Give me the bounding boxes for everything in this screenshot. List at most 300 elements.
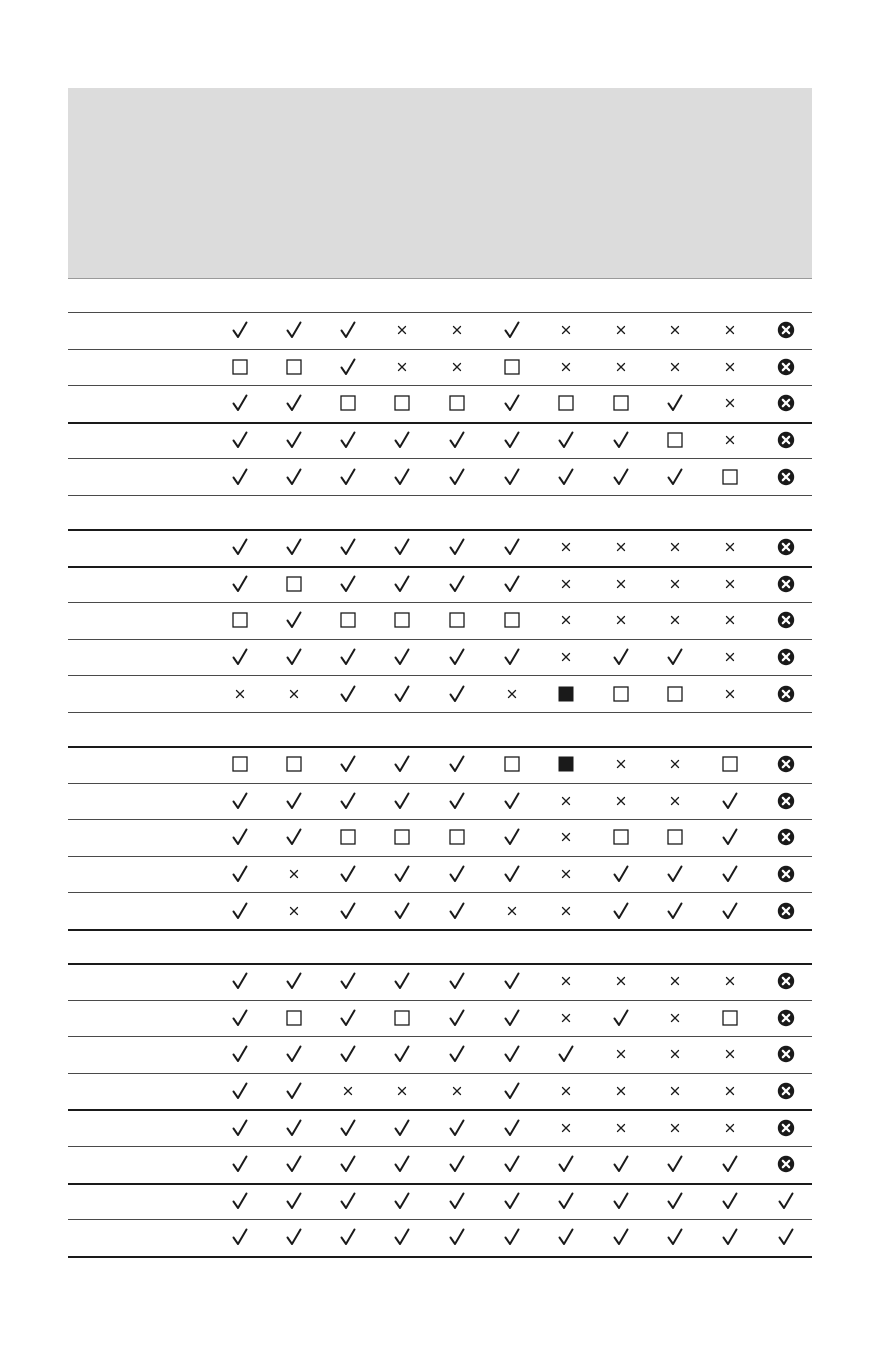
- table-row: [68, 639, 812, 676]
- check-icon: [500, 1225, 524, 1249]
- check-icon: [282, 428, 306, 452]
- circle-x-icon: [774, 391, 798, 415]
- circle-x-icon: [774, 645, 798, 669]
- cross-icon: [390, 1079, 414, 1103]
- table-row: [68, 819, 812, 856]
- circle-x-icon: [774, 355, 798, 379]
- check-icon: [609, 899, 633, 923]
- check-icon: [500, 428, 524, 452]
- cross-icon: [554, 572, 578, 596]
- check-icon: [500, 465, 524, 489]
- cross-icon: [282, 899, 306, 923]
- row-label: [72, 783, 212, 820]
- check-icon: [609, 645, 633, 669]
- cross-icon: [718, 682, 742, 706]
- cross-icon: [554, 1116, 578, 1140]
- check-icon: [500, 391, 524, 415]
- table-header: [68, 88, 812, 279]
- check-icon: [609, 1225, 633, 1249]
- empty-box-icon: [282, 1006, 306, 1030]
- row-label: [72, 1036, 212, 1073]
- check-icon: [445, 789, 469, 813]
- check-icon: [500, 825, 524, 849]
- check-icon: [663, 1152, 687, 1176]
- check-icon: [663, 1189, 687, 1213]
- empty-box-icon: [445, 391, 469, 415]
- row-label: [72, 458, 212, 495]
- empty-box-icon: [282, 355, 306, 379]
- check-icon: [445, 572, 469, 596]
- check-icon: [390, 1116, 414, 1140]
- cross-icon: [554, 355, 578, 379]
- check-icon: [445, 465, 469, 489]
- check-icon: [774, 1225, 798, 1249]
- empty-box-icon: [336, 608, 360, 632]
- table-row: [68, 1219, 812, 1256]
- check-icon: [282, 1189, 306, 1213]
- check-icon: [609, 465, 633, 489]
- cross-icon: [282, 862, 306, 886]
- table-row: [68, 1000, 812, 1037]
- check-icon: [445, 1042, 469, 1066]
- check-icon: [282, 645, 306, 669]
- check-icon: [445, 1116, 469, 1140]
- check-icon: [228, 1189, 252, 1213]
- check-icon: [228, 1116, 252, 1140]
- row-label: [72, 1219, 212, 1256]
- table-row: [68, 385, 812, 422]
- row-label: [72, 529, 212, 566]
- circle-x-icon: [774, 572, 798, 596]
- check-icon: [663, 899, 687, 923]
- check-icon: [554, 1152, 578, 1176]
- cross-icon: [718, 428, 742, 452]
- cross-icon: [554, 789, 578, 813]
- table-row: [68, 458, 812, 495]
- table-row: [68, 349, 812, 386]
- check-icon: [390, 682, 414, 706]
- check-icon: [500, 1189, 524, 1213]
- check-icon: [282, 1079, 306, 1103]
- row-label: [72, 856, 212, 893]
- check-icon: [500, 535, 524, 559]
- circle-x-icon: [774, 825, 798, 849]
- check-icon: [228, 789, 252, 813]
- empty-box-icon: [445, 608, 469, 632]
- cross-icon: [718, 572, 742, 596]
- table-row: [68, 1146, 812, 1183]
- empty-box-icon: [609, 391, 633, 415]
- check-icon: [282, 1152, 306, 1176]
- check-icon: [500, 318, 524, 342]
- cross-icon: [554, 899, 578, 923]
- circle-x-icon: [774, 862, 798, 886]
- table-row: [68, 783, 812, 820]
- check-icon: [718, 862, 742, 886]
- check-icon: [336, 1152, 360, 1176]
- cross-icon: [500, 682, 524, 706]
- empty-box-icon: [718, 1006, 742, 1030]
- cross-icon: [390, 318, 414, 342]
- table-row: [68, 1109, 812, 1146]
- circle-x-icon: [774, 1152, 798, 1176]
- table-row: [68, 746, 812, 783]
- check-icon: [663, 862, 687, 886]
- check-icon: [609, 428, 633, 452]
- cross-icon: [609, 789, 633, 813]
- cross-icon: [663, 318, 687, 342]
- table-row: [68, 312, 812, 349]
- check-icon: [390, 428, 414, 452]
- check-icon: [609, 862, 633, 886]
- cross-icon: [554, 535, 578, 559]
- circle-x-icon: [774, 789, 798, 813]
- empty-box-icon: [390, 1006, 414, 1030]
- check-icon: [500, 1006, 524, 1030]
- check-icon: [228, 318, 252, 342]
- empty-box-icon: [228, 608, 252, 632]
- check-icon: [445, 752, 469, 776]
- check-icon: [336, 682, 360, 706]
- table-row: [68, 602, 812, 639]
- check-icon: [663, 645, 687, 669]
- check-icon: [390, 862, 414, 886]
- check-icon: [390, 465, 414, 489]
- row-label: [72, 602, 212, 639]
- empty-box-icon: [336, 391, 360, 415]
- check-icon: [500, 645, 524, 669]
- check-icon: [282, 608, 306, 632]
- check-icon: [390, 535, 414, 559]
- row-label: [72, 312, 212, 349]
- filled-box-icon: [554, 682, 578, 706]
- check-icon: [228, 428, 252, 452]
- row-label: [72, 422, 212, 459]
- cross-icon: [554, 318, 578, 342]
- empty-box-icon: [554, 391, 578, 415]
- check-icon: [554, 1189, 578, 1213]
- row-label: [72, 566, 212, 603]
- check-icon: [282, 1225, 306, 1249]
- cross-icon: [663, 1079, 687, 1103]
- check-icon: [500, 969, 524, 993]
- cross-icon: [609, 752, 633, 776]
- table-row: [68, 1183, 812, 1220]
- cross-icon: [336, 1079, 360, 1103]
- empty-box-icon: [445, 825, 469, 849]
- group-header-row: [68, 278, 812, 312]
- table-row: [68, 1036, 812, 1073]
- check-icon: [390, 899, 414, 923]
- cross-icon: [609, 535, 633, 559]
- table-row: [68, 963, 812, 1000]
- check-icon: [500, 572, 524, 596]
- row-label: [72, 819, 212, 856]
- check-icon: [228, 899, 252, 923]
- check-icon: [336, 1189, 360, 1213]
- empty-box-icon: [390, 391, 414, 415]
- check-icon: [445, 899, 469, 923]
- cross-icon: [663, 1116, 687, 1140]
- empty-box-icon: [663, 682, 687, 706]
- check-icon: [445, 1152, 469, 1176]
- check-icon: [228, 572, 252, 596]
- check-icon: [282, 1116, 306, 1140]
- cross-icon: [554, 608, 578, 632]
- check-icon: [228, 862, 252, 886]
- check-icon: [228, 969, 252, 993]
- check-icon: [336, 572, 360, 596]
- check-icon: [336, 1042, 360, 1066]
- check-icon: [500, 1079, 524, 1103]
- cross-icon: [390, 355, 414, 379]
- table-row: [68, 529, 812, 566]
- check-icon: [282, 535, 306, 559]
- check-icon: [718, 1152, 742, 1176]
- check-icon: [554, 428, 578, 452]
- cross-icon: [282, 682, 306, 706]
- check-icon: [282, 1042, 306, 1066]
- cross-icon: [500, 899, 524, 923]
- group-header-row: [68, 712, 812, 746]
- empty-box-icon: [663, 428, 687, 452]
- cross-icon: [718, 355, 742, 379]
- row-label: [72, 1146, 212, 1183]
- empty-box-icon: [390, 825, 414, 849]
- check-icon: [445, 862, 469, 886]
- circle-x-icon: [774, 899, 798, 923]
- circle-x-icon: [774, 535, 798, 559]
- cross-icon: [609, 572, 633, 596]
- check-icon: [718, 825, 742, 849]
- cross-icon: [718, 535, 742, 559]
- cross-icon: [718, 1116, 742, 1140]
- check-icon: [718, 1225, 742, 1249]
- check-icon: [554, 465, 578, 489]
- circle-x-icon: [774, 1042, 798, 1066]
- row-label: [72, 963, 212, 1000]
- circle-x-icon: [774, 318, 798, 342]
- empty-box-icon: [718, 752, 742, 776]
- check-icon: [445, 1189, 469, 1213]
- cross-icon: [718, 608, 742, 632]
- check-icon: [718, 789, 742, 813]
- empty-box-icon: [500, 752, 524, 776]
- check-icon: [282, 465, 306, 489]
- check-icon: [390, 1152, 414, 1176]
- cross-icon: [663, 608, 687, 632]
- check-icon: [336, 899, 360, 923]
- check-icon: [390, 1189, 414, 1213]
- check-icon: [390, 572, 414, 596]
- empty-box-icon: [282, 752, 306, 776]
- check-icon: [500, 1042, 524, 1066]
- check-icon: [445, 1006, 469, 1030]
- comparison-table: [68, 88, 812, 279]
- check-icon: [390, 1225, 414, 1249]
- check-icon: [500, 1116, 524, 1140]
- filled-box-icon: [554, 752, 578, 776]
- check-icon: [500, 862, 524, 886]
- cross-icon: [554, 825, 578, 849]
- cross-icon: [609, 608, 633, 632]
- check-icon: [774, 1189, 798, 1213]
- check-icon: [336, 1116, 360, 1140]
- cross-icon: [718, 1042, 742, 1066]
- cross-icon: [609, 355, 633, 379]
- row-label: [72, 639, 212, 676]
- table-row: [68, 1073, 812, 1110]
- cross-icon: [718, 391, 742, 415]
- cross-icon: [554, 1006, 578, 1030]
- cross-icon: [609, 1116, 633, 1140]
- cross-icon: [554, 645, 578, 669]
- cross-icon: [609, 1079, 633, 1103]
- circle-x-icon: [774, 1079, 798, 1103]
- check-icon: [609, 1006, 633, 1030]
- check-icon: [663, 465, 687, 489]
- check-icon: [228, 825, 252, 849]
- check-icon: [336, 789, 360, 813]
- empty-box-icon: [718, 465, 742, 489]
- check-icon: [390, 969, 414, 993]
- check-icon: [228, 465, 252, 489]
- check-icon: [445, 969, 469, 993]
- table-row: [68, 856, 812, 893]
- cross-icon: [609, 969, 633, 993]
- empty-box-icon: [228, 355, 252, 379]
- table-row: [68, 892, 812, 929]
- check-icon: [336, 535, 360, 559]
- empty-box-icon: [500, 355, 524, 379]
- cross-icon: [718, 318, 742, 342]
- row-label: [72, 892, 212, 929]
- check-icon: [609, 1152, 633, 1176]
- row-label: [72, 385, 212, 422]
- check-icon: [228, 645, 252, 669]
- check-icon: [228, 1042, 252, 1066]
- cross-icon: [228, 682, 252, 706]
- check-icon: [554, 1225, 578, 1249]
- circle-x-icon: [774, 969, 798, 993]
- check-icon: [228, 391, 252, 415]
- check-icon: [609, 1189, 633, 1213]
- circle-x-icon: [774, 608, 798, 632]
- row-label: [72, 1109, 212, 1146]
- check-icon: [390, 752, 414, 776]
- circle-x-icon: [774, 682, 798, 706]
- empty-box-icon: [500, 608, 524, 632]
- check-icon: [336, 1225, 360, 1249]
- check-icon: [390, 1042, 414, 1066]
- row-label: [72, 746, 212, 783]
- empty-box-icon: [336, 825, 360, 849]
- circle-x-icon: [774, 1006, 798, 1030]
- cross-icon: [663, 1006, 687, 1030]
- table-row: [68, 566, 812, 603]
- check-icon: [663, 391, 687, 415]
- row-label: [72, 1183, 212, 1220]
- check-icon: [445, 682, 469, 706]
- cross-icon: [663, 1042, 687, 1066]
- cross-icon: [663, 355, 687, 379]
- check-icon: [390, 645, 414, 669]
- check-icon: [718, 1189, 742, 1213]
- check-icon: [500, 1152, 524, 1176]
- cross-icon: [663, 969, 687, 993]
- check-icon: [445, 1225, 469, 1249]
- cross-icon: [663, 789, 687, 813]
- empty-box-icon: [609, 682, 633, 706]
- check-icon: [336, 645, 360, 669]
- empty-box-icon: [663, 825, 687, 849]
- check-icon: [336, 752, 360, 776]
- check-icon: [445, 645, 469, 669]
- empty-box-icon: [390, 608, 414, 632]
- check-icon: [718, 899, 742, 923]
- check-icon: [228, 1152, 252, 1176]
- check-icon: [663, 1225, 687, 1249]
- check-icon: [228, 1225, 252, 1249]
- check-icon: [282, 318, 306, 342]
- check-icon: [228, 1079, 252, 1103]
- cross-icon: [718, 1079, 742, 1103]
- check-icon: [282, 825, 306, 849]
- cross-icon: [663, 752, 687, 776]
- circle-x-icon: [774, 465, 798, 489]
- check-icon: [445, 535, 469, 559]
- check-icon: [554, 1042, 578, 1066]
- cross-icon: [554, 969, 578, 993]
- row-divider: [68, 1256, 812, 1258]
- row-label: [72, 675, 212, 712]
- circle-x-icon: [774, 428, 798, 452]
- check-icon: [228, 535, 252, 559]
- cross-icon: [663, 572, 687, 596]
- row-label: [72, 349, 212, 386]
- empty-box-icon: [282, 572, 306, 596]
- cross-icon: [718, 645, 742, 669]
- check-icon: [336, 862, 360, 886]
- cross-icon: [609, 318, 633, 342]
- cross-icon: [445, 1079, 469, 1103]
- check-icon: [336, 1006, 360, 1030]
- check-icon: [336, 355, 360, 379]
- cross-icon: [609, 1042, 633, 1066]
- check-icon: [228, 1006, 252, 1030]
- cross-icon: [445, 355, 469, 379]
- circle-x-icon: [774, 752, 798, 776]
- cross-icon: [445, 318, 469, 342]
- group-header-row: [68, 495, 812, 529]
- empty-box-icon: [609, 825, 633, 849]
- check-icon: [336, 465, 360, 489]
- check-icon: [336, 318, 360, 342]
- check-icon: [445, 428, 469, 452]
- cross-icon: [554, 862, 578, 886]
- table-row: [68, 675, 812, 712]
- row-label: [72, 1000, 212, 1037]
- row-label: [72, 1073, 212, 1110]
- cross-icon: [663, 535, 687, 559]
- circle-x-icon: [774, 1116, 798, 1140]
- check-icon: [390, 789, 414, 813]
- check-icon: [282, 969, 306, 993]
- cross-icon: [718, 969, 742, 993]
- empty-box-icon: [228, 752, 252, 776]
- check-icon: [282, 789, 306, 813]
- check-icon: [336, 428, 360, 452]
